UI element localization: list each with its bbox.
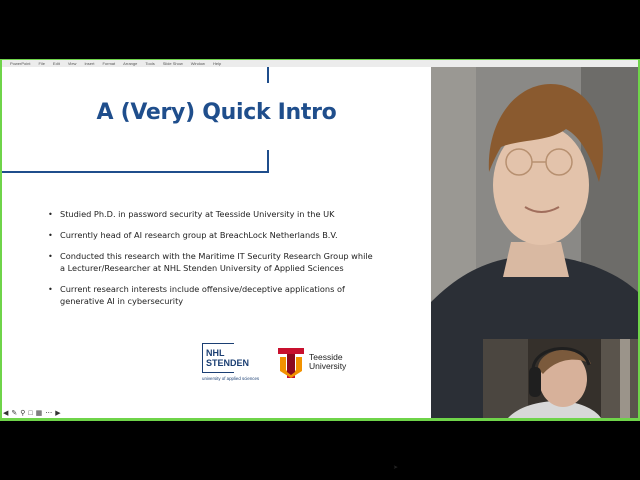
menu-edit[interactable]: Edit	[52, 61, 60, 66]
presenter-toolbar	[3, 409, 61, 418]
menu-app[interactable]: PowerPoint	[10, 61, 31, 66]
more-icon[interactable]: ⋯	[45, 410, 53, 417]
arrow-right-icon[interactable]: ▶	[55, 410, 61, 417]
menu-help[interactable]: Help	[212, 61, 222, 66]
nhl-logo-line2: STENDEN	[206, 358, 250, 368]
pen-icon[interactable]: ✎	[11, 410, 18, 417]
menu-slideshow[interactable]: Slide Show	[162, 61, 183, 66]
teesside-logo	[278, 348, 368, 380]
menu-format[interactable]: Format	[102, 61, 116, 66]
webcam-overlay	[483, 339, 638, 418]
bullet-list	[46, 208, 376, 316]
nhl-logo-line1: NHL	[206, 348, 225, 358]
slides-icon[interactable]: □	[28, 410, 33, 417]
title-rule-horizontal	[2, 171, 269, 173]
slide-canvas	[2, 67, 431, 471]
bullet-item: • Studied Ph.D. in password security at Teesside University in the UK	[46, 208, 376, 220]
nhl-stenden-logo	[202, 343, 258, 391]
bullet-item: • Conducted this research with the Maritime IT Security Research Group while a Lecturer/Researcher at NHL Stenden University of Applied Sciences	[46, 250, 376, 274]
menu-tools[interactable]: Tools	[145, 61, 155, 66]
arrow-left-icon[interactable]: ◀	[3, 410, 9, 417]
title-rule-vertical	[267, 150, 269, 173]
menu-insert[interactable]: Insert	[84, 61, 95, 66]
menu-arrange[interactable]: Arrange	[123, 61, 138, 66]
title-rule-top	[267, 67, 269, 83]
webcam-video	[483, 339, 638, 418]
bullet-item: • Current research interests include offensive/deceptive applications of generative AI in cybersecurity	[46, 283, 376, 307]
zoom-icon[interactable]: ⚲	[20, 410, 26, 417]
mouse-cursor-icon: ➤	[393, 465, 399, 471]
teesside-wordmark	[309, 353, 346, 371]
grid-icon[interactable]: ▦	[35, 410, 43, 417]
bullet-item: • Currently head of AI research group at BreachLock Netherlands B.V.	[46, 229, 376, 241]
menu-bar	[2, 60, 638, 67]
nhl-logo-subtitle: university of applied sciences	[202, 376, 260, 381]
menu-window[interactable]: Window	[190, 61, 205, 66]
menu-view[interactable]: View	[67, 61, 77, 66]
teesside-line2: University	[309, 361, 347, 371]
menu-file[interactable]: File	[38, 61, 45, 66]
teesside-line1: Teesside	[309, 352, 343, 362]
slide-title: A (Very) Quick Intro	[96, 100, 337, 125]
teesside-mark-icon	[278, 348, 304, 378]
